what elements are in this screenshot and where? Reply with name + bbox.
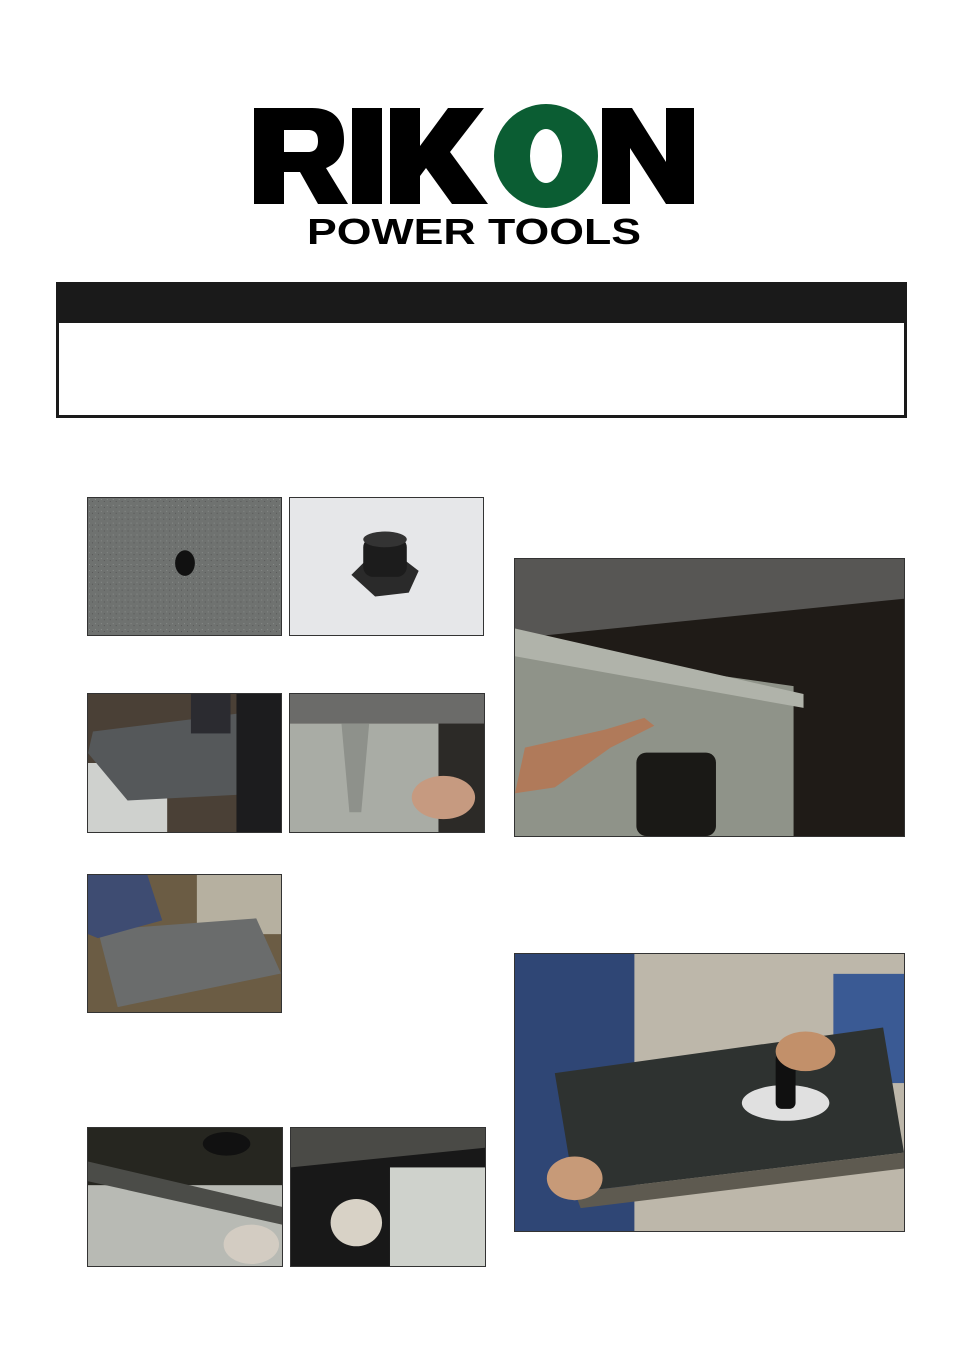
photo-trunnion-bolt (289, 693, 485, 833)
photo-table-front-rail (87, 1127, 283, 1267)
photo-table-insert (514, 953, 905, 1232)
brand-tagline: POWER TOOLS (307, 211, 641, 248)
photo-wrench-under-table (514, 558, 905, 837)
brand-logo (252, 104, 696, 248)
photo-lifting-table (87, 693, 282, 833)
photo-gloved-under-table (290, 1127, 486, 1267)
photo-hex-plug (289, 497, 484, 636)
photo-placing-table (87, 874, 282, 1013)
photo-table-hole (87, 497, 282, 636)
header-box (56, 282, 907, 418)
header-bar (59, 285, 904, 323)
